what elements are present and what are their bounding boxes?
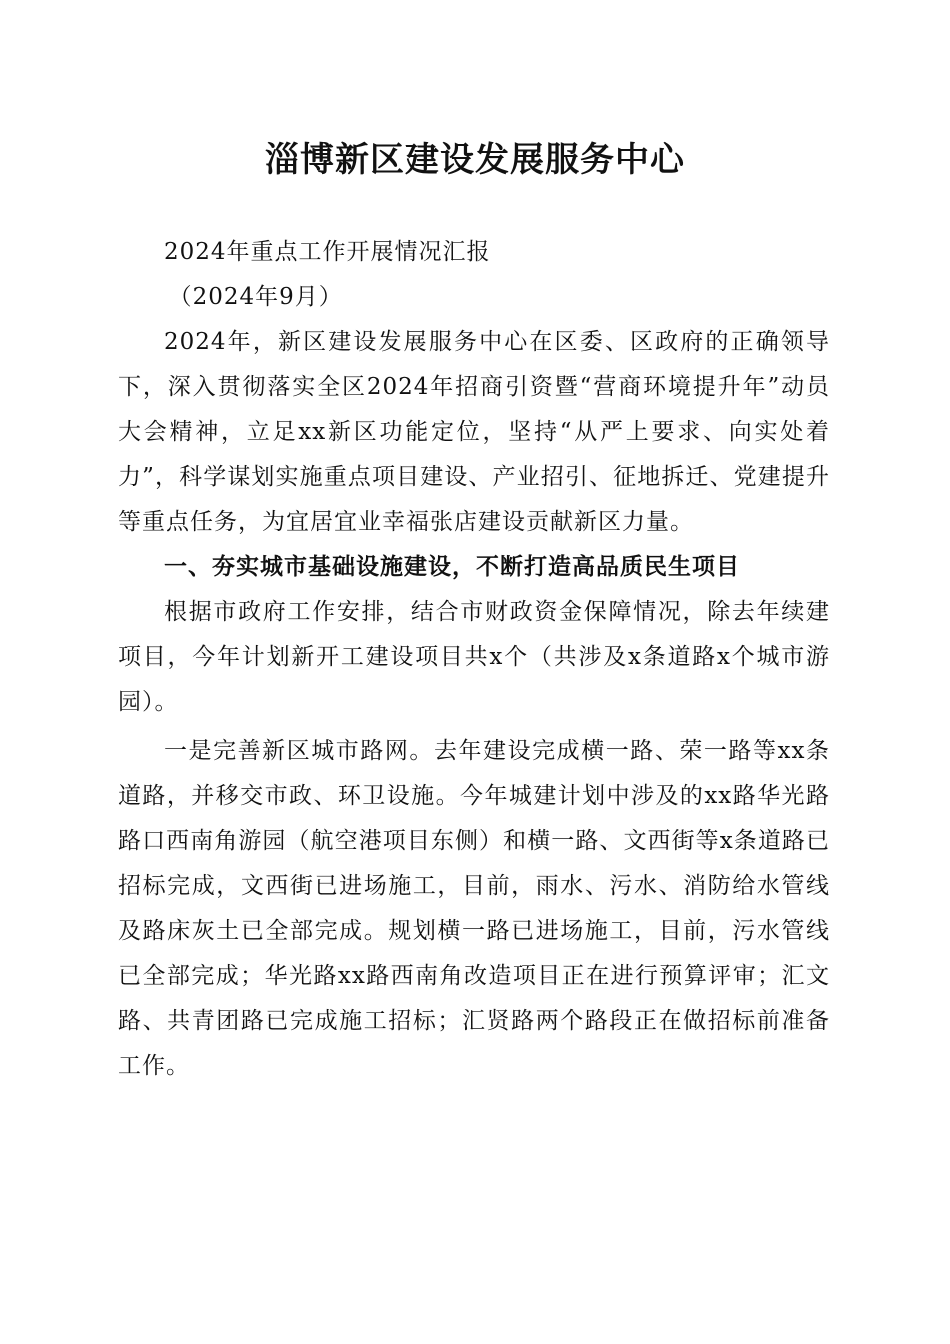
report-date: （2024年9月） (168, 284, 343, 310)
section-1-heading: 一、夯实城市基础设施建设，不断打造高品质民生项目 (164, 554, 740, 580)
point-1-paragraph (118, 729, 830, 1089)
point-1-text: 去年建设完成横一路、荣一路等xx条道路，并移交市政、环卫设施。今年城建计划中涉及的xx路华光路路口西南角游园（航空港项目东侧）和横一路、文西街等x条道路已招标完成，文西街已进场施工，目前，雨水、污水、消防给水管线及路床灰土已全部完成。规划横一路已进场施工，目前，污水管线已全部完成；华光路xx路西南角改造项目正在进行预算评审；汇文路、共青团路已完成施工招标；汇贤路两个路段正在做招标前准备工作。 (118, 738, 830, 1079)
document-title: 淄博新区建设发展服务中心 (265, 140, 685, 180)
point-1-lead: 一是完善新区城市路网。 (164, 738, 434, 764)
section-1-paragraph: 根据市政府工作安排，结合市财政资金保障情况，除去年续建项目，今年计划新开工建设项目共x个（共涉及x条道路x个城市游园）。 (118, 599, 830, 715)
document-body (118, 230, 830, 1089)
intro-paragraph: 2024年，新区建设发展服务中心在区委、区政府的正确领导下，深入贯彻落实全区2024年招商引资暨“营商环境提升年”动员大会精神，立足xx新区功能定位，坚持“从严上要求、向实处着力”，科学谋划实施重点项目建设、产业招引、征地拆迁、党建提升等重点任务，为宜居宜业幸福张店建设贡献新区力量。 (118, 329, 830, 535)
report-subtitle: 2024年重点工作开展情况汇报 (164, 239, 491, 265)
